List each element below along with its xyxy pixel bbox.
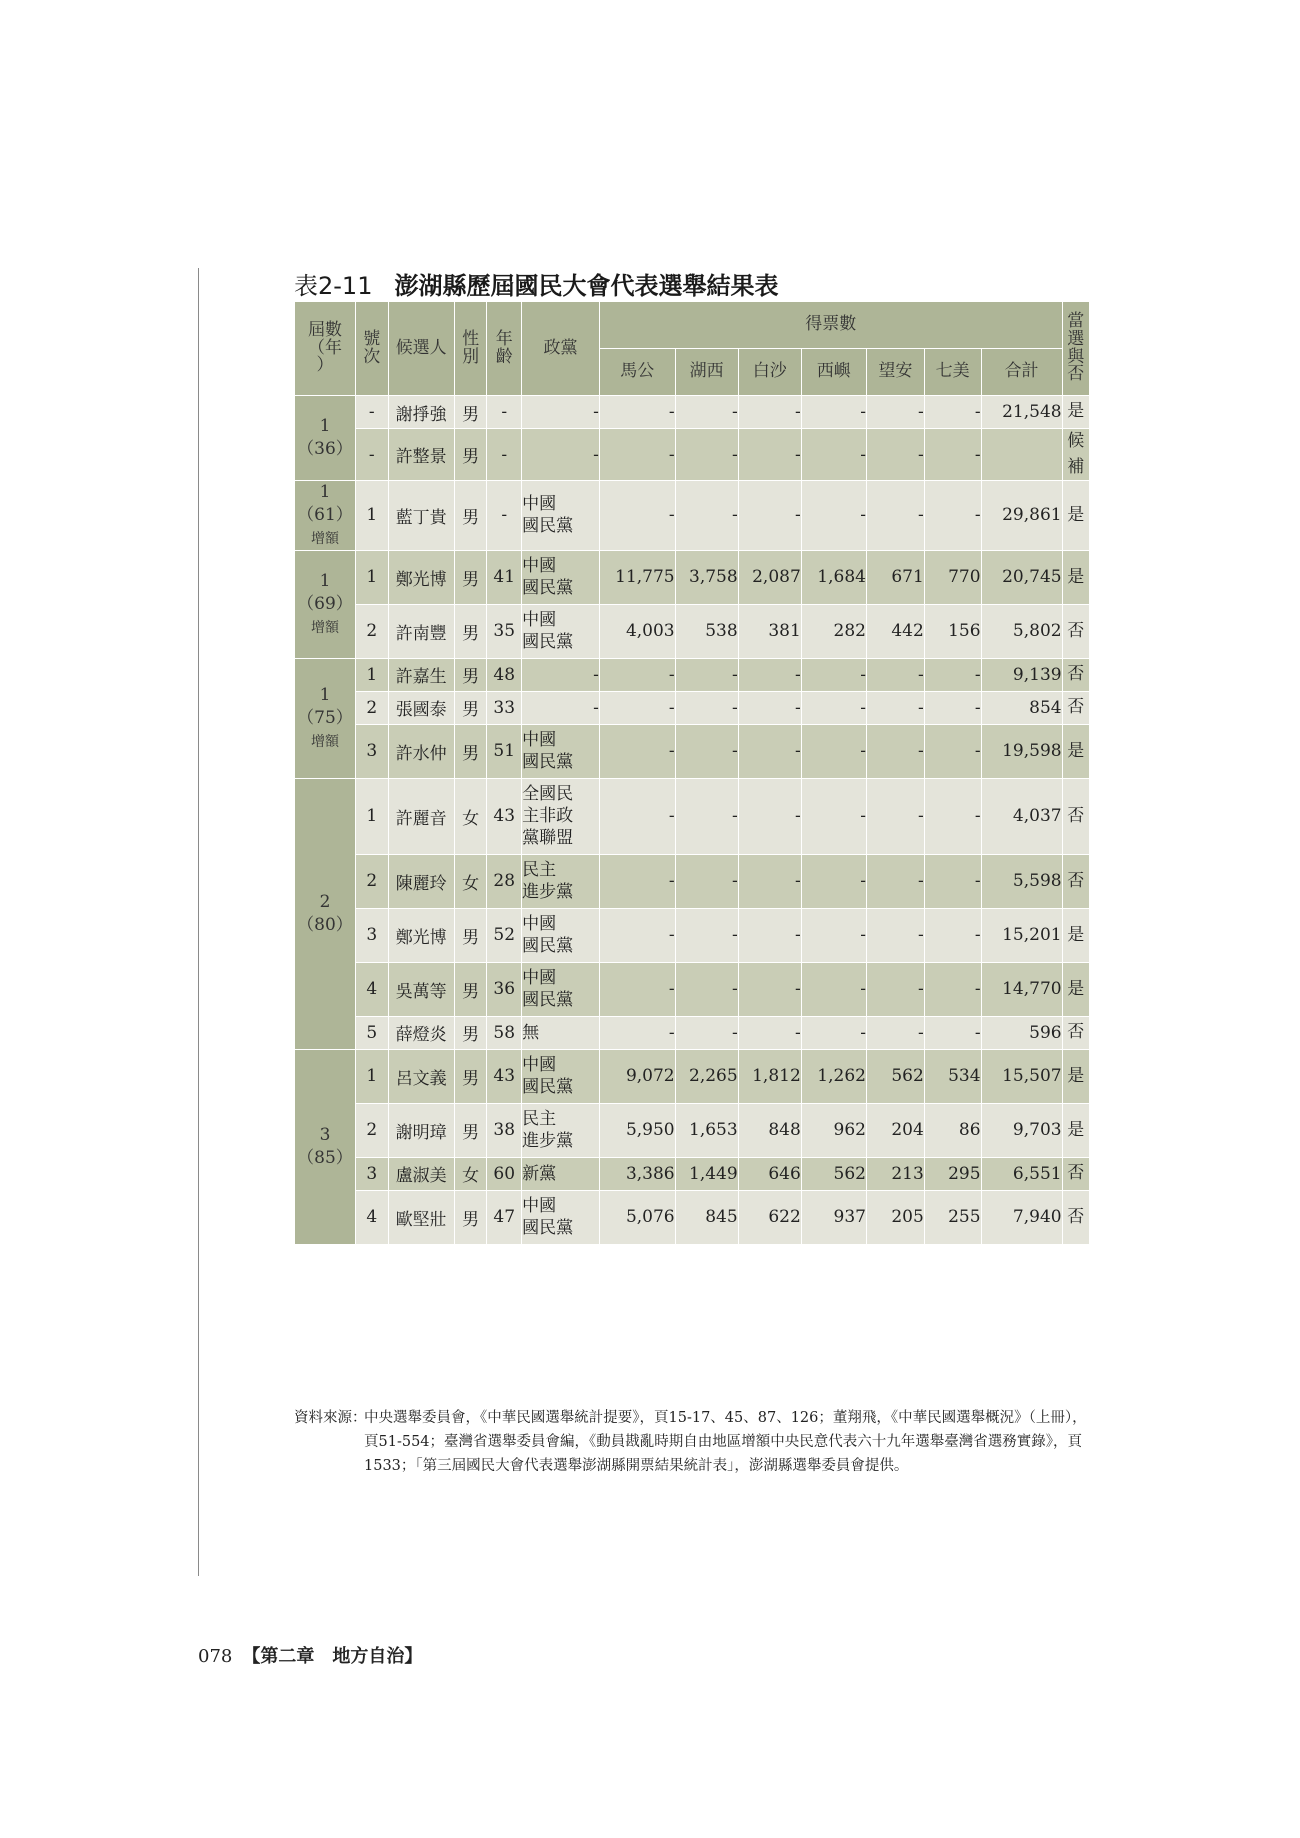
vote-cell: - bbox=[738, 658, 801, 691]
candidate-cell: 鄭光博 bbox=[388, 550, 454, 604]
table-row bbox=[295, 1016, 1090, 1049]
total-cell: 596 bbox=[981, 1016, 1062, 1049]
vote-cell: - bbox=[924, 481, 981, 551]
party-cell: 中國 國民黨 bbox=[522, 1190, 600, 1244]
total-cell: 21,548 bbox=[981, 396, 1062, 429]
header-elected: 當 選 與 否 bbox=[1062, 302, 1089, 396]
table-title bbox=[294, 266, 778, 301]
total-cell: 854 bbox=[981, 691, 1062, 724]
gender-cell: 男 bbox=[454, 481, 487, 551]
vote-cell: 205 bbox=[866, 1190, 924, 1244]
vote-cell: - bbox=[866, 724, 924, 778]
candidate-cell: 歐堅壯 bbox=[388, 1190, 454, 1244]
gender-cell: 男 bbox=[454, 1016, 487, 1049]
source-label: 資料來源： bbox=[294, 1410, 367, 1426]
total-cell: 20,745 bbox=[981, 550, 1062, 604]
term-cell: 1 （36） bbox=[295, 396, 356, 481]
chapter-title: 【第二章 地方自治】 bbox=[242, 1646, 423, 1667]
table-row bbox=[295, 724, 1090, 778]
vote-cell: - bbox=[599, 724, 675, 778]
number-cell: 1 bbox=[355, 658, 388, 691]
party-cell: 新黨 bbox=[522, 1157, 600, 1190]
candidate-cell: 謝明璋 bbox=[388, 1103, 454, 1157]
vote-cell: - bbox=[738, 1016, 801, 1049]
total-cell: 9,703 bbox=[981, 1103, 1062, 1157]
vote-cell: - bbox=[599, 778, 675, 854]
party-cell: 無 bbox=[522, 1016, 600, 1049]
age-cell: 36 bbox=[487, 962, 522, 1016]
vote-cell: - bbox=[866, 1016, 924, 1049]
gender-cell: 男 bbox=[454, 1049, 487, 1103]
vote-cell: - bbox=[675, 396, 738, 429]
result-cell: 是 bbox=[1062, 1103, 1089, 1157]
party-cell: - bbox=[522, 658, 600, 691]
age-cell: 28 bbox=[487, 854, 522, 908]
candidate-cell: 謝掙強 bbox=[388, 396, 454, 429]
vote-cell: - bbox=[801, 724, 866, 778]
vote-cell: 381 bbox=[738, 604, 801, 658]
vote-cell: - bbox=[599, 481, 675, 551]
party-cell: 中國 國民黨 bbox=[522, 908, 600, 962]
age-cell: 60 bbox=[487, 1157, 522, 1190]
candidate-cell: 盧淑美 bbox=[388, 1157, 454, 1190]
vote-cell: - bbox=[866, 658, 924, 691]
vote-cell: 442 bbox=[866, 604, 924, 658]
party-cell: 中國 國民黨 bbox=[522, 604, 600, 658]
party-cell: 中國 國民黨 bbox=[522, 724, 600, 778]
election-results-table bbox=[294, 301, 1090, 1245]
vote-cell: - bbox=[599, 1016, 675, 1049]
vote-cell: - bbox=[738, 691, 801, 724]
vote-cell: 255 bbox=[924, 1190, 981, 1244]
table-row bbox=[295, 1049, 1090, 1103]
total-cell: 15,201 bbox=[981, 908, 1062, 962]
table-row bbox=[295, 658, 1090, 691]
vote-cell: - bbox=[738, 429, 801, 481]
vote-cell: - bbox=[924, 908, 981, 962]
gender-cell: 男 bbox=[454, 550, 487, 604]
number-cell: 1 bbox=[355, 481, 388, 551]
total-cell: 14,770 bbox=[981, 962, 1062, 1016]
header-candidate: 候選人 bbox=[388, 302, 454, 396]
page-footer bbox=[198, 1642, 422, 1668]
age-cell: - bbox=[487, 481, 522, 551]
vote-cell: 5,950 bbox=[599, 1103, 675, 1157]
header-votes: 得票數 bbox=[599, 302, 1062, 349]
vote-cell: - bbox=[738, 724, 801, 778]
vote-cell: - bbox=[866, 854, 924, 908]
candidate-cell: 許整景 bbox=[388, 429, 454, 481]
term-cell: 3 （85） bbox=[295, 1049, 356, 1244]
number-cell: 3 bbox=[355, 1157, 388, 1190]
vote-cell: - bbox=[801, 778, 866, 854]
vote-cell: 2,265 bbox=[675, 1049, 738, 1103]
number-cell: - bbox=[355, 396, 388, 429]
gender-cell: 男 bbox=[454, 1103, 487, 1157]
table-number: 表2-11 bbox=[294, 272, 373, 300]
vote-cell: - bbox=[738, 962, 801, 1016]
vote-cell: - bbox=[675, 481, 738, 551]
vote-cell: 86 bbox=[924, 1103, 981, 1157]
table-row bbox=[295, 604, 1090, 658]
header-region: 馬公 bbox=[599, 349, 675, 396]
term-cell: 1 （69） 增額 bbox=[295, 550, 356, 658]
vote-cell: - bbox=[801, 396, 866, 429]
vote-cell: - bbox=[866, 396, 924, 429]
vote-cell: 848 bbox=[738, 1103, 801, 1157]
vote-cell: - bbox=[675, 962, 738, 1016]
candidate-cell: 鄭光博 bbox=[388, 908, 454, 962]
table-body bbox=[295, 396, 1090, 1245]
total-cell: 6,551 bbox=[981, 1157, 1062, 1190]
party-cell: 民主 進步黨 bbox=[522, 1103, 600, 1157]
candidate-cell: 張國泰 bbox=[388, 691, 454, 724]
page-number: 078 bbox=[198, 1646, 233, 1667]
table-row bbox=[295, 1103, 1090, 1157]
age-cell: 51 bbox=[487, 724, 522, 778]
number-cell: 1 bbox=[355, 550, 388, 604]
party-cell: 中國 國民黨 bbox=[522, 1049, 600, 1103]
vote-cell: 4,003 bbox=[599, 604, 675, 658]
age-cell: 35 bbox=[487, 604, 522, 658]
vote-cell: 1,684 bbox=[801, 550, 866, 604]
header-region: 白沙 bbox=[738, 349, 801, 396]
candidate-cell: 許南豐 bbox=[388, 604, 454, 658]
vote-cell: - bbox=[675, 724, 738, 778]
vote-cell: - bbox=[924, 396, 981, 429]
vote-cell: - bbox=[599, 962, 675, 1016]
vote-cell: - bbox=[738, 778, 801, 854]
age-cell: 33 bbox=[487, 691, 522, 724]
table-row bbox=[295, 778, 1090, 854]
vote-cell: 5,076 bbox=[599, 1190, 675, 1244]
vote-cell: - bbox=[866, 691, 924, 724]
vote-cell: 845 bbox=[675, 1190, 738, 1244]
result-cell: 是 bbox=[1062, 1049, 1089, 1103]
number-cell: 4 bbox=[355, 1190, 388, 1244]
vote-cell: - bbox=[801, 481, 866, 551]
term-cell: 1 （75） 增額 bbox=[295, 658, 356, 778]
vote-cell: - bbox=[675, 1016, 738, 1049]
candidate-cell: 藍丁貴 bbox=[388, 481, 454, 551]
number-cell: 3 bbox=[355, 724, 388, 778]
vote-cell: - bbox=[866, 429, 924, 481]
result-cell: 是 bbox=[1062, 724, 1089, 778]
number-cell: 2 bbox=[355, 854, 388, 908]
vote-cell: - bbox=[866, 481, 924, 551]
term-cell: 2 （80） bbox=[295, 778, 356, 1049]
table-row bbox=[295, 396, 1090, 429]
vote-cell: 213 bbox=[866, 1157, 924, 1190]
candidate-cell: 薛燈炎 bbox=[388, 1016, 454, 1049]
vote-cell: - bbox=[866, 778, 924, 854]
vote-cell: 538 bbox=[675, 604, 738, 658]
total-cell: 19,598 bbox=[981, 724, 1062, 778]
party-cell: - bbox=[522, 429, 600, 481]
vote-cell: - bbox=[924, 724, 981, 778]
vote-cell: - bbox=[738, 854, 801, 908]
table-row bbox=[295, 429, 1090, 481]
table-row bbox=[295, 481, 1090, 551]
gender-cell: 男 bbox=[454, 604, 487, 658]
vote-cell: - bbox=[675, 429, 738, 481]
age-cell: 52 bbox=[487, 908, 522, 962]
header-party: 政黨 bbox=[522, 302, 600, 396]
total-cell: 4,037 bbox=[981, 778, 1062, 854]
vote-cell: 534 bbox=[924, 1049, 981, 1103]
vote-cell: 156 bbox=[924, 604, 981, 658]
source-note bbox=[294, 1406, 1094, 1478]
vote-cell: 562 bbox=[866, 1049, 924, 1103]
vote-cell: - bbox=[599, 396, 675, 429]
age-cell: 41 bbox=[487, 550, 522, 604]
gender-cell: 男 bbox=[454, 724, 487, 778]
result-cell: 否 bbox=[1062, 1157, 1089, 1190]
number-cell: 2 bbox=[355, 604, 388, 658]
vote-cell: 646 bbox=[738, 1157, 801, 1190]
vote-cell: - bbox=[801, 854, 866, 908]
header-region: 湖西 bbox=[675, 349, 738, 396]
vote-cell: - bbox=[675, 908, 738, 962]
result-cell: 否 bbox=[1062, 854, 1089, 908]
total-cell: 15,507 bbox=[981, 1049, 1062, 1103]
vote-cell: - bbox=[599, 658, 675, 691]
vote-cell: - bbox=[675, 658, 738, 691]
vote-cell: - bbox=[675, 854, 738, 908]
vote-cell: - bbox=[801, 908, 866, 962]
result-cell: 否 bbox=[1062, 778, 1089, 854]
result-cell: 候 補 bbox=[1062, 429, 1089, 481]
gender-cell: 男 bbox=[454, 962, 487, 1016]
vote-cell: 9,072 bbox=[599, 1049, 675, 1103]
number-cell: - bbox=[355, 429, 388, 481]
result-cell: 是 bbox=[1062, 962, 1089, 1016]
gender-cell: 男 bbox=[454, 1190, 487, 1244]
result-cell: 是 bbox=[1062, 396, 1089, 429]
party-cell: 中國 國民黨 bbox=[522, 550, 600, 604]
candidate-cell: 吳萬等 bbox=[388, 962, 454, 1016]
gender-cell: 男 bbox=[454, 691, 487, 724]
vote-cell: 1,449 bbox=[675, 1157, 738, 1190]
term-cell: 1 （61） 增額 bbox=[295, 481, 356, 551]
vote-cell: - bbox=[675, 691, 738, 724]
result-cell: 否 bbox=[1062, 1190, 1089, 1244]
vote-cell: 671 bbox=[866, 550, 924, 604]
header-region: 合計 bbox=[981, 349, 1062, 396]
vote-cell: 2,087 bbox=[738, 550, 801, 604]
vote-cell: - bbox=[599, 854, 675, 908]
vote-cell: 1,653 bbox=[675, 1103, 738, 1157]
party-cell: 中國 國民黨 bbox=[522, 962, 600, 1016]
vote-cell: 204 bbox=[866, 1103, 924, 1157]
vote-cell: 3,758 bbox=[675, 550, 738, 604]
total-cell: 5,802 bbox=[981, 604, 1062, 658]
header-region: 西嶼 bbox=[801, 349, 866, 396]
party-cell: - bbox=[522, 396, 600, 429]
age-cell: - bbox=[487, 429, 522, 481]
vote-cell: - bbox=[866, 908, 924, 962]
table-row bbox=[295, 908, 1090, 962]
vote-cell: 1,812 bbox=[738, 1049, 801, 1103]
gender-cell: 女 bbox=[454, 1157, 487, 1190]
table-header bbox=[295, 302, 1090, 396]
age-cell: 38 bbox=[487, 1103, 522, 1157]
total-cell: 9,139 bbox=[981, 658, 1062, 691]
vote-cell: - bbox=[801, 658, 866, 691]
result-cell: 否 bbox=[1062, 691, 1089, 724]
vote-cell: - bbox=[924, 1016, 981, 1049]
party-cell: 中國 國民黨 bbox=[522, 481, 600, 551]
vote-cell: - bbox=[924, 691, 981, 724]
vote-cell: 282 bbox=[801, 604, 866, 658]
vote-cell: 562 bbox=[801, 1157, 866, 1190]
table-row bbox=[295, 1190, 1090, 1244]
number-cell: 4 bbox=[355, 962, 388, 1016]
vote-cell: - bbox=[924, 658, 981, 691]
vote-cell: 3,386 bbox=[599, 1157, 675, 1190]
number-cell: 3 bbox=[355, 908, 388, 962]
total-cell: 5,598 bbox=[981, 854, 1062, 908]
candidate-cell: 呂文義 bbox=[388, 1049, 454, 1103]
candidate-cell: 許麗音 bbox=[388, 778, 454, 854]
vote-cell: - bbox=[924, 854, 981, 908]
table-row bbox=[295, 691, 1090, 724]
number-cell: 2 bbox=[355, 691, 388, 724]
header-region: 七美 bbox=[924, 349, 981, 396]
result-cell: 是 bbox=[1062, 550, 1089, 604]
result-cell: 是 bbox=[1062, 908, 1089, 962]
table-title-text: 澎湖縣歷屆國民大會代表選舉結果表 bbox=[394, 272, 779, 300]
vote-cell: - bbox=[924, 429, 981, 481]
vote-cell: 770 bbox=[924, 550, 981, 604]
vote-cell: - bbox=[801, 429, 866, 481]
candidate-cell: 許水仲 bbox=[388, 724, 454, 778]
number-cell: 1 bbox=[355, 778, 388, 854]
margin-rule bbox=[198, 268, 199, 1576]
header-age: 年 齡 bbox=[487, 302, 522, 396]
vote-cell: 295 bbox=[924, 1157, 981, 1190]
vote-cell: 962 bbox=[801, 1103, 866, 1157]
vote-cell: 11,775 bbox=[599, 550, 675, 604]
age-cell: - bbox=[487, 396, 522, 429]
total-cell: 29,861 bbox=[981, 481, 1062, 551]
table-row bbox=[295, 1157, 1090, 1190]
gender-cell: 女 bbox=[454, 854, 487, 908]
vote-cell: - bbox=[738, 396, 801, 429]
gender-cell: 男 bbox=[454, 429, 487, 481]
age-cell: 48 bbox=[487, 658, 522, 691]
gender-cell: 男 bbox=[454, 908, 487, 962]
header-term: 屆數 （年 ） bbox=[295, 302, 356, 396]
header-gender: 性 別 bbox=[454, 302, 487, 396]
result-cell: 是 bbox=[1062, 481, 1089, 551]
vote-cell: - bbox=[801, 691, 866, 724]
party-cell: - bbox=[522, 691, 600, 724]
result-cell: 否 bbox=[1062, 1016, 1089, 1049]
number-cell: 5 bbox=[355, 1016, 388, 1049]
vote-cell: - bbox=[801, 1016, 866, 1049]
gender-cell: 女 bbox=[454, 778, 487, 854]
vote-cell: 622 bbox=[738, 1190, 801, 1244]
vote-cell: - bbox=[599, 908, 675, 962]
source-text: 中央選舉委員會，《中華民國選舉統計提要》，頁15-17、45、87、126；董翔飛，《中華民國選舉概況》（上冊），頁51-554；臺灣省選舉委員會編，《動員戡亂時期自由地區增額中央民意代表六十九年選舉臺灣省選務實錄》，頁1533；「第三屆國民大會代表選舉澎湖縣開票結果統計表」，澎湖縣選舉委員會提供。 bbox=[364, 1410, 1087, 1474]
table-row bbox=[295, 854, 1090, 908]
vote-cell: - bbox=[738, 481, 801, 551]
header-region: 望安 bbox=[866, 349, 924, 396]
vote-cell: - bbox=[924, 778, 981, 854]
table-row bbox=[295, 962, 1090, 1016]
vote-cell: 1,262 bbox=[801, 1049, 866, 1103]
party-cell: 民主 進步黨 bbox=[522, 854, 600, 908]
party-cell: 全國民 主非政 黨聯盟 bbox=[522, 778, 600, 854]
gender-cell: 男 bbox=[454, 658, 487, 691]
total-cell bbox=[981, 429, 1062, 481]
age-cell: 47 bbox=[487, 1190, 522, 1244]
age-cell: 58 bbox=[487, 1016, 522, 1049]
number-cell: 2 bbox=[355, 1103, 388, 1157]
result-cell: 否 bbox=[1062, 658, 1089, 691]
table-row bbox=[295, 550, 1090, 604]
result-cell: 否 bbox=[1062, 604, 1089, 658]
number-cell: 1 bbox=[355, 1049, 388, 1103]
vote-cell: - bbox=[738, 908, 801, 962]
vote-cell: - bbox=[599, 429, 675, 481]
gender-cell: 男 bbox=[454, 396, 487, 429]
vote-cell: 937 bbox=[801, 1190, 866, 1244]
vote-cell: - bbox=[675, 778, 738, 854]
header-no: 號 次 bbox=[355, 302, 388, 396]
candidate-cell: 許嘉生 bbox=[388, 658, 454, 691]
total-cell: 7,940 bbox=[981, 1190, 1062, 1244]
vote-cell: - bbox=[801, 962, 866, 1016]
age-cell: 43 bbox=[487, 1049, 522, 1103]
vote-cell: - bbox=[924, 962, 981, 1016]
vote-cell: - bbox=[599, 691, 675, 724]
candidate-cell: 陳麗玲 bbox=[388, 854, 454, 908]
vote-cell: - bbox=[866, 962, 924, 1016]
age-cell: 43 bbox=[487, 778, 522, 854]
